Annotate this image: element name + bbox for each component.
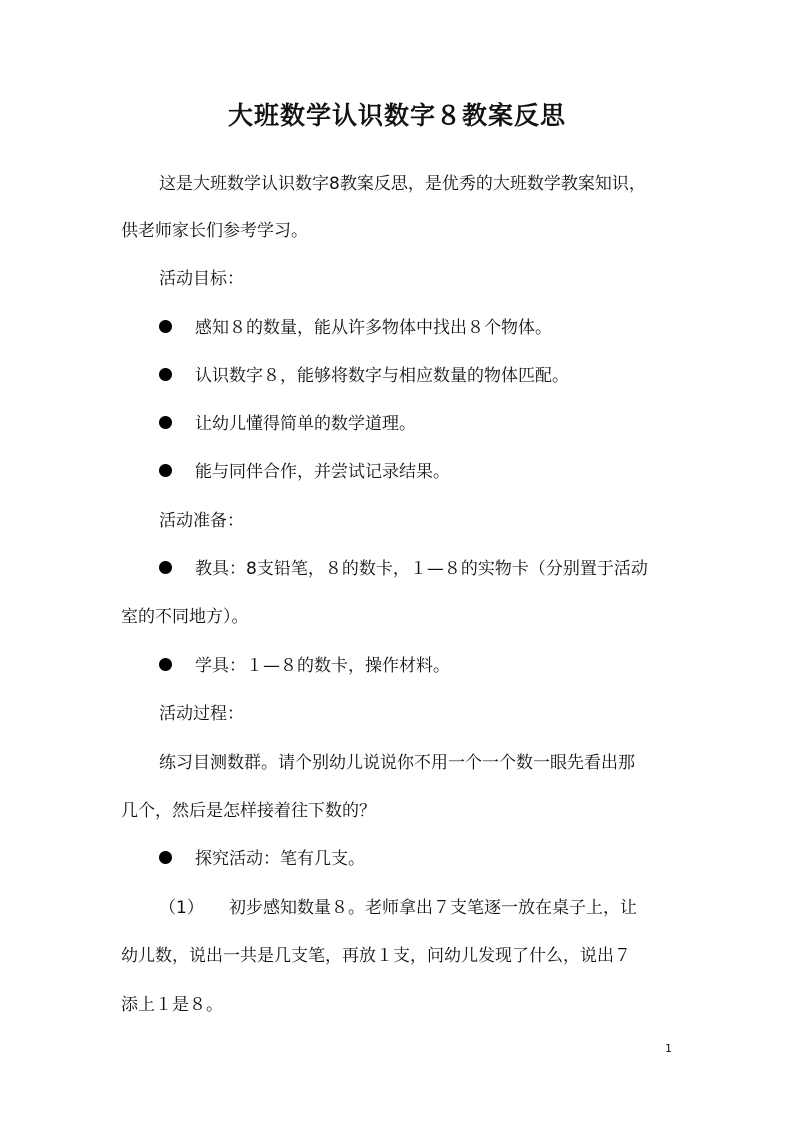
intro-line-1: 这是大班数学认识数字8教案反思，是优秀的大班数学教案知识， <box>159 174 646 194</box>
goal-item <box>159 460 450 484</box>
goal-item <box>159 364 569 388</box>
bullet-icon <box>159 851 172 864</box>
goal-text: 认识数字８，能够将数字与相应数量的物体匹配。 <box>195 366 569 386</box>
step-1-line-3: 添上１是８。 <box>121 995 223 1015</box>
goal-item <box>159 412 416 436</box>
intro-line-2: 供老师家长们参考学习。 <box>121 221 308 241</box>
bullet-icon <box>159 464 172 477</box>
explore-text: 探究活动：笔有几支。 <box>195 849 365 869</box>
goal-text: 感知８的数量，能从许多物体中找出８个物体。 <box>195 318 552 338</box>
process-line-2: 几个，然后是怎样接着往下数的？ <box>121 801 376 821</box>
prep-text: 学具：１—８的数卡，操作材料。 <box>195 656 450 676</box>
prep-item <box>159 557 648 581</box>
process-line-1: 练习目测数群。请个别幼儿说说你不用一个一个数一眼先看出那 <box>159 753 635 773</box>
bullet-icon <box>159 658 172 671</box>
goal-text: 让幼儿懂得简单的数学道理。 <box>195 414 416 434</box>
goal-text: 能与同伴合作，并尝试记录结果。 <box>195 462 450 482</box>
page-number: 1 <box>665 1042 672 1055</box>
step-1 <box>159 896 637 920</box>
bullet-icon <box>159 561 172 574</box>
step-number: （1） <box>159 898 204 918</box>
step-text: 初步感知数量８。老师拿出７支笔逐一放在桌子上，让 <box>229 898 637 918</box>
bullet-icon <box>159 416 172 429</box>
document-title: 大班数学认识数字８教案反思 <box>227 101 566 130</box>
explore-item <box>159 847 365 871</box>
goal-item <box>159 316 552 340</box>
prep-text: 教具：8支铅笔，８的数卡，１—８的实物卡（分别置于活动 <box>195 559 648 579</box>
prep-item <box>159 654 450 678</box>
section-heading-prep: 活动准备： <box>159 511 244 531</box>
prep-item-continued: 室的不同地方）。 <box>121 607 249 627</box>
section-heading-goals: 活动目标： <box>159 269 244 289</box>
bullet-icon <box>159 368 172 381</box>
section-heading-process: 活动过程： <box>159 704 244 724</box>
step-1-line-2: 幼儿数，说出一共是几支笔，再放１支，问幼儿发现了什么，说出７ <box>121 946 631 966</box>
bullet-icon <box>159 320 172 333</box>
